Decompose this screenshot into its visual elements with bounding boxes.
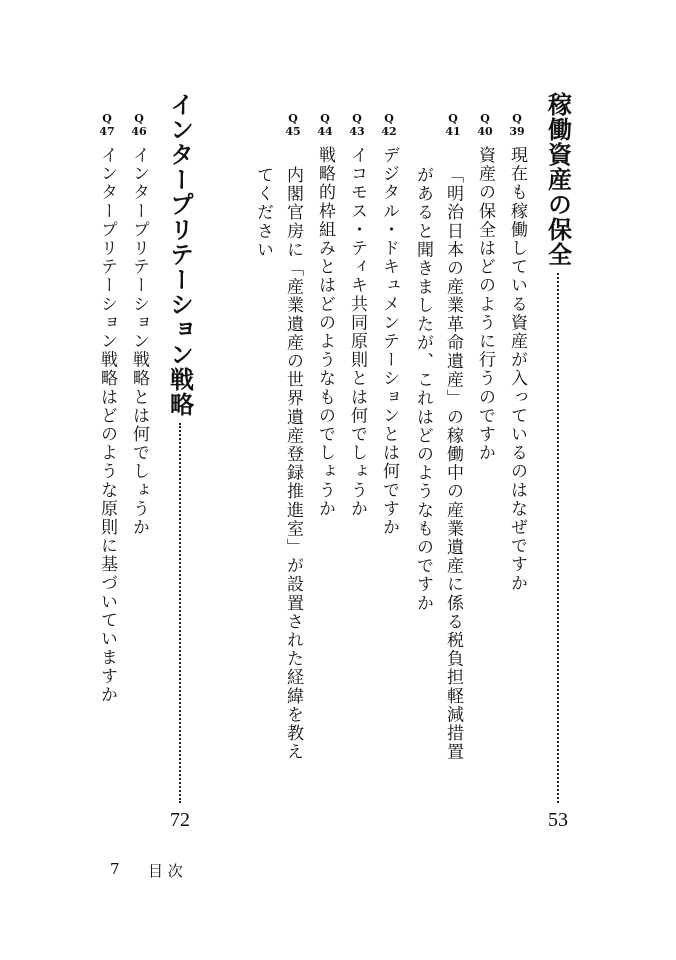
question-label: Q 40	[477, 112, 493, 138]
question-label: Q 39	[509, 112, 525, 138]
question-label: Q 43	[349, 112, 365, 138]
question-text: インタープリテーション戦略とは何でしょうか	[129, 146, 149, 537]
question-label: Q 46	[131, 112, 147, 138]
toc-entry-q45[interactable]	[278, 112, 308, 146]
leader-dots	[179, 423, 181, 803]
toc-entry-q42[interactable]	[374, 112, 404, 537]
question-text: 「明治日本の産業革命遺産」の稼働中の産業遺産に係る税負担軽減措置があると聞きましたが、これはどのようなものですか	[413, 166, 463, 762]
toc-entry-q39[interactable]	[502, 112, 532, 592]
question-text: 資産の保全はどのように行うのですか	[475, 146, 495, 463]
question-text-wrap	[246, 166, 308, 776]
toc-entry-q44[interactable]	[310, 112, 340, 518]
toc-entry-q43[interactable]	[342, 112, 372, 518]
question-label: Q 44	[317, 112, 333, 138]
question-text: 内閣官房に「産業遺産の世界遺産登録推進室」が設置された経緯を教えてください	[253, 166, 303, 762]
toc-entry-q47[interactable]	[92, 112, 122, 704]
question-text-wrap	[406, 166, 468, 766]
toc-entry-q40[interactable]	[470, 112, 500, 462]
question-label: Q 42	[381, 112, 397, 138]
question-label: Q 47	[99, 112, 115, 138]
section-title: 稼働資産の保全	[543, 92, 572, 267]
question-text: デジタル・ドキュメンテーションとは何ですか	[379, 146, 399, 537]
question-text: インタープリテーション戦略はどのような原則に基づいていますか	[97, 146, 117, 704]
question-label: Q 41	[445, 112, 461, 138]
section-title: インタープリテーション戦略	[165, 92, 194, 417]
section-heading-2	[164, 92, 196, 832]
leader-dots	[557, 273, 559, 803]
toc-entry-q46[interactable]	[124, 112, 154, 537]
question-text: イコモス・ティキ共同原則とは何でしょうか	[347, 146, 367, 518]
question-text: 戦略的枠組みとはどのようなものでしょうか	[315, 146, 335, 518]
toc-entry-q41[interactable]	[438, 112, 468, 146]
section-page-number: 53	[548, 809, 568, 831]
question-text: 現在も稼働している資産が入っているのはなぜですか	[507, 146, 527, 593]
footer-label: 目 次	[148, 862, 183, 880]
footer-page-number: 7	[110, 860, 120, 878]
section-heading-1	[542, 92, 574, 832]
question-label: Q 45	[285, 112, 301, 138]
section-page-number: 72	[170, 809, 190, 831]
